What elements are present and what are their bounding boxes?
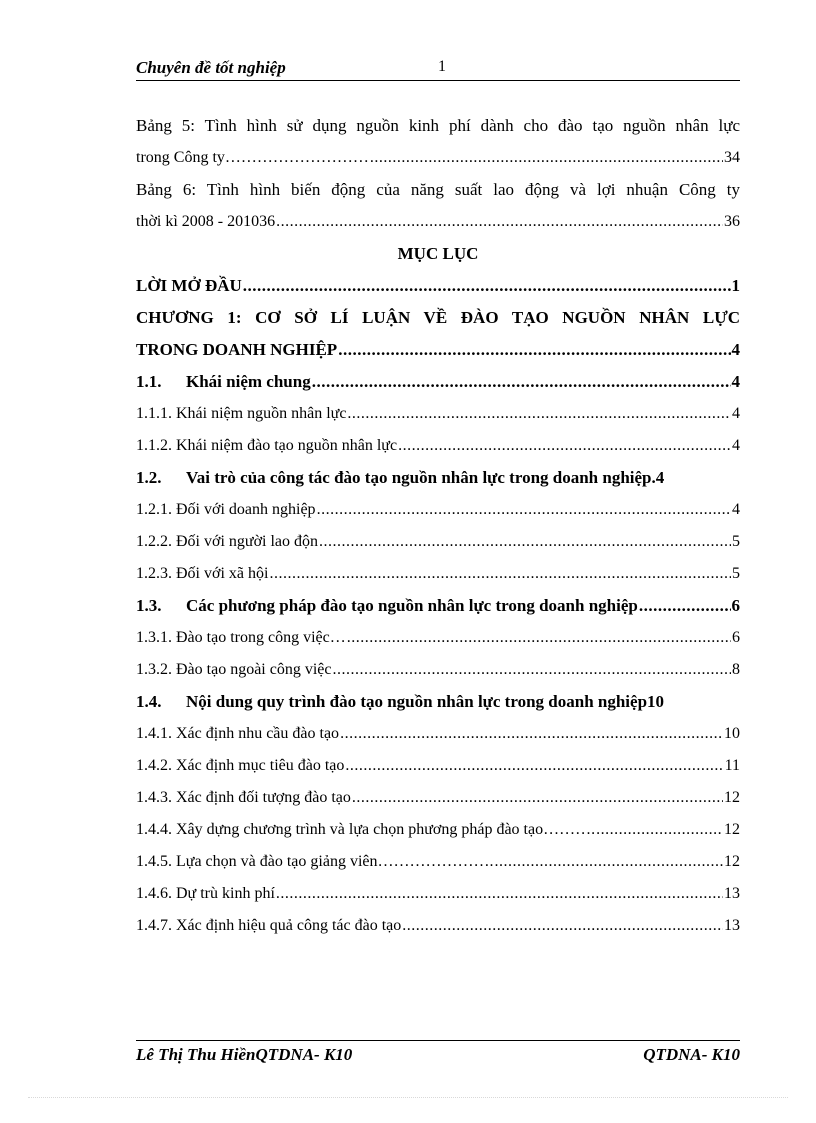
page-header [136, 56, 740, 81]
dot-leader [312, 366, 731, 398]
toc-entry[interactable]: 1.4.6. Dự trù kinh phí ..... 13 [136, 878, 740, 910]
dot-leader [402, 910, 723, 942]
dot-leader [345, 750, 723, 782]
dot-leader [276, 206, 723, 238]
page-number: 1 [438, 58, 446, 75]
dot-leader [276, 878, 723, 910]
toc-entry[interactable]: 1.4. Nội dung quy trình đào tạo nguồn nhân lực trong doanh nghiệp 10 [136, 692, 665, 711]
toc-entry[interactable]: 1.4.1. Xác định nhu cầu đào tạo ..... 10 [136, 718, 740, 750]
document-title: Chuyên đề tốt nghiệp [136, 58, 286, 77]
toc-entry[interactable]: 1.2.3. Đối với xã hội ..... 5 [136, 558, 740, 590]
dot-leader [352, 782, 723, 814]
dot-leader [639, 590, 731, 622]
dot-leader [347, 622, 731, 654]
dot-leader [370, 142, 723, 174]
dot-leader [333, 654, 732, 686]
toc-entry[interactable]: 1.1. Khái niệm chung ..... 4 [136, 366, 740, 398]
document-body [136, 110, 740, 942]
table-entry-6-line1: Bảng 6: Tình hình biến động của năng suất lao động và lợi nhuận Công ty [136, 180, 740, 199]
table-entry-6-line2: thời kì 2008 - 201036 ..... 36 [136, 206, 740, 238]
dot-leader [317, 494, 731, 526]
toc-entry[interactable]: 1.2.2. Đối với người lao độn ..... 5 [136, 526, 740, 558]
toc-entry[interactable]: 1.3.1. Đào tạo trong công việc… ..... 6 [136, 622, 740, 654]
toc-entry[interactable]: 1.4.2. Xác định mục tiêu đào tạo ..... 11 [136, 750, 740, 782]
toc-chapter-title[interactable]: CHƯƠNG 1: CƠ SỞ LÍ LUẬN VỀ ĐÀO TẠO NGUỒN NHÂN LỰC [136, 308, 740, 327]
footer-author: Lê Thị Thu HiềnQTDNA- K10 [136, 1045, 353, 1064]
toc-entry[interactable]: 1.4.5. Lựa chọn và đào tạo giảng viên…………………. ..... 12 [136, 846, 740, 878]
toc-entry[interactable]: TRONG DOANH NGHIỆP ..... 4 [136, 334, 740, 366]
dot-leader [347, 398, 731, 430]
toc-entry[interactable]: 1.4.4. Xây dựng chương trình và lựa chọn phương pháp đào tạo………. ..... 12 [136, 814, 740, 846]
toc-entry[interactable]: 1.3.2. Đào tạo ngoài công việc ..... 8 [136, 654, 740, 686]
table-entry-5-page: 34 [724, 149, 740, 166]
dot-leader [338, 334, 730, 366]
toc-entry[interactable]: 1.3. Các phương pháp đào tạo nguồn nhân lực trong doanh nghiệp ..... 6 [136, 590, 740, 622]
page-bottom-divider [28, 1097, 788, 1098]
dot-leader [495, 846, 724, 878]
table-entry-5-line1: Bảng 5: Tình hình sử dụng nguồn kinh phí dành cho đào tạo nguồn nhân lực [136, 116, 740, 135]
page-footer [136, 1040, 740, 1071]
dot-leader [269, 558, 731, 590]
toc-heading: MỤC LỤC [397, 244, 479, 263]
toc-entry[interactable]: 1.2. Vai trò của công tác đào tạo nguồn nhân lực trong doanh nghiệp. 4 [136, 468, 665, 487]
dot-leader [243, 270, 731, 302]
table-entry-5-line2: trong Công ty……………………… ..... 34 [136, 142, 740, 174]
dot-leader [596, 814, 723, 846]
dot-leader [319, 526, 731, 558]
toc-entry[interactable]: 1.4.7. Xác định hiệu quả công tác đào tạo ..... 13 [136, 910, 740, 942]
toc-entry[interactable]: 1.4.3. Xác định đối tượng đào tạo ..... 12 [136, 782, 740, 814]
toc-entry[interactable]: 1.1.1. Khái niệm nguồn nhân lực ..... 4 [136, 398, 740, 430]
toc-entry[interactable]: LỜI MỞ ĐẦU ..... 1 [136, 270, 740, 302]
dot-leader [398, 430, 731, 462]
table-entry-6-page: 36 [724, 213, 740, 230]
toc-entry[interactable]: 1.2.1. Đối với doanh nghiệp ..... 4 [136, 494, 740, 526]
footer-class: QTDNA- K10 [643, 1045, 740, 1064]
dot-leader [340, 718, 723, 750]
toc-entry[interactable]: 1.1.2. Khái niệm đào tạo nguồn nhân lực ..... 4 [136, 430, 740, 462]
